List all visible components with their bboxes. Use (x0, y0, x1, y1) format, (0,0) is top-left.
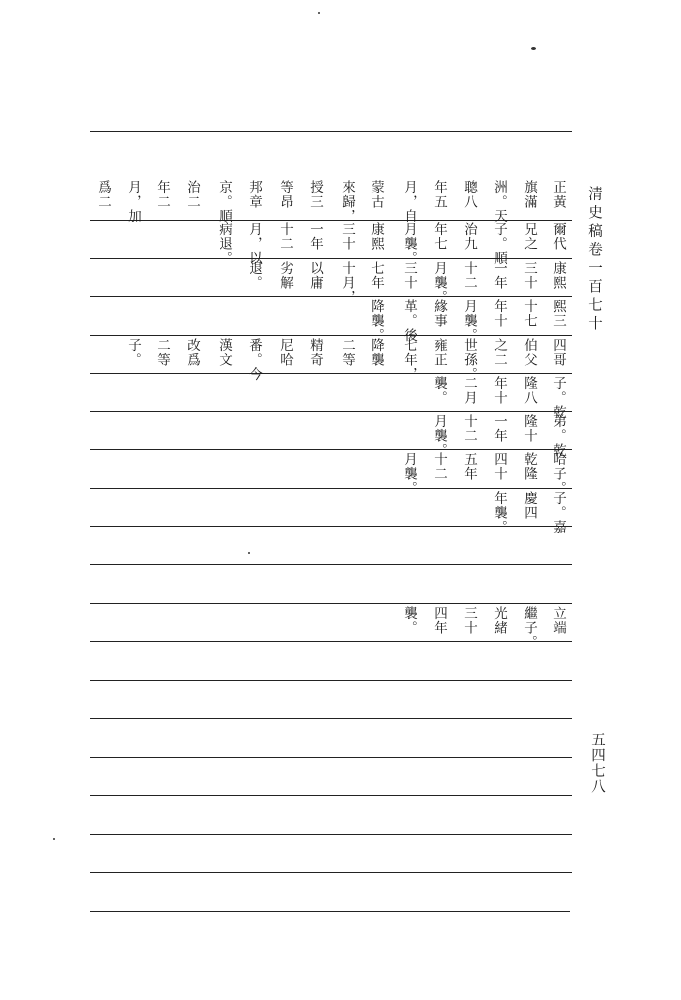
table-cell: 五年 (461, 452, 477, 481)
table-cell: 退。 (246, 261, 262, 290)
table-cell: 襲。 (431, 376, 447, 405)
table-cell: 四哥 (550, 338, 566, 367)
table-rule (90, 641, 572, 642)
table-cell: 子。 (125, 338, 141, 367)
table-cell: 慶四 (521, 491, 537, 520)
table-cell: 康熙 (368, 222, 384, 251)
table-rule (90, 488, 572, 489)
table-rule (90, 411, 572, 412)
table-cell: 革。後 (401, 299, 417, 343)
table-cell: 爾代 (550, 222, 566, 251)
table-cell: 康熙 (550, 261, 566, 290)
table-cell: 年十 (491, 376, 507, 405)
table-cell: 月，以 (246, 222, 262, 266)
scan-speck (318, 12, 320, 14)
table-cell: 三十 (401, 261, 417, 290)
table-cell: 十二 (461, 261, 477, 290)
table-rule (90, 834, 572, 835)
table-cell: 子。順 (491, 222, 507, 266)
table-rule (90, 680, 572, 681)
table-cell: 番。今 (246, 338, 262, 382)
table-rule (90, 335, 572, 336)
table-cell: 二等 (154, 338, 170, 367)
table-cell: 子。乾 (550, 376, 566, 420)
scan-speck (531, 47, 536, 50)
table-cell: 一年 (307, 222, 323, 251)
table-cell: 一年 (491, 261, 507, 290)
table-cell: 劣解 (277, 261, 293, 290)
table-cell: 四年 (431, 606, 447, 635)
table-cell: 月襲。 (401, 452, 417, 496)
table-cell: 來歸， (339, 180, 355, 224)
table-rule (90, 872, 572, 873)
table-cell: 尼哈 (277, 338, 293, 367)
page-number: 五四七八 (589, 732, 605, 794)
scan-speck (248, 552, 250, 554)
table-cell: 立端 (550, 606, 566, 635)
table-cell: 年襲。 (491, 491, 507, 535)
table-cell: 二月 (461, 376, 477, 405)
table-cell: 世孫。 (461, 338, 477, 382)
table-cell: 以庸 (307, 261, 323, 290)
table-cell: 十月， (339, 261, 355, 305)
table-cell: 年二 (154, 180, 170, 209)
table-cell: 緣事 (431, 299, 447, 328)
table-cell: 之二 (491, 338, 507, 367)
table-cell: 月襲。 (401, 222, 417, 266)
table-cell: 月襲。 (461, 299, 477, 343)
table-cell: 月，自 (401, 180, 417, 224)
table-cell: 年十 (491, 299, 507, 328)
table-cell: 四十 (491, 452, 507, 481)
scan-speck (53, 838, 55, 840)
table-cell: 年五 (431, 180, 447, 209)
table-rule-bottom (90, 911, 570, 912)
table-cell: 改爲 (184, 338, 200, 367)
table-cell: 乾隆 (521, 452, 537, 481)
table-cell: 京。順 (216, 180, 232, 224)
table-cell: 繼子。 (521, 606, 537, 650)
table-cell: 正黃 (550, 180, 566, 209)
table-rule (90, 564, 572, 565)
table-rule-top (90, 131, 572, 132)
table-cell: 三十 (339, 222, 355, 251)
table-cell: 月，加 (125, 180, 141, 224)
table-cell: 襲。 (401, 606, 417, 635)
table-cell: 降襲 (368, 338, 384, 367)
table-cell: 等昂 (277, 180, 293, 209)
table-cell: 治二 (184, 180, 200, 209)
table-cell: 兄之 (521, 222, 537, 251)
table-cell: 隆十 (521, 414, 537, 443)
table-rule (90, 718, 572, 719)
table-cell: 授三 (307, 180, 323, 209)
table-cell: 治九 (461, 222, 477, 251)
table-rule (90, 795, 572, 796)
table-cell: 聰八 (461, 180, 477, 209)
table-cell: 月襲。 (431, 261, 447, 305)
table-cell: 邦章 (246, 180, 262, 209)
table-cell: 熙三 (550, 299, 566, 328)
table-cell: 二等 (339, 338, 355, 367)
table-cell: 降襲。 (368, 299, 384, 343)
table-cell: 爲二 (95, 180, 111, 209)
table-cell: 伯父 (521, 338, 537, 367)
table-cell: 年七 (431, 222, 447, 251)
table-rule (90, 603, 572, 604)
table-cell: 漢文 (216, 338, 232, 367)
table-cell: 旗滿 (521, 180, 537, 209)
table-cell: 雍正 (431, 338, 447, 367)
table-cell: 精奇 (307, 338, 323, 367)
table-cell: 洲。天 (491, 180, 507, 224)
table-cell: 病退。 (216, 222, 232, 266)
table-cell: 十二 (461, 414, 477, 443)
table-cell: 一年 (491, 414, 507, 443)
table-cell: 光緒 (491, 606, 507, 635)
table-cell: 三十 (521, 261, 537, 290)
table-cell: 十二 (431, 452, 447, 481)
table-cell: 隆八 (521, 376, 537, 405)
table-cell: 蒙古 (368, 180, 384, 209)
table-cell: 三十 (461, 606, 477, 635)
table-cell: 月襲。 (431, 414, 447, 458)
table-rule (90, 296, 572, 297)
table-cell: 七年， (401, 338, 417, 382)
table-cell: 哈子。 (550, 452, 566, 496)
table-cell: 十二 (277, 222, 293, 251)
table-rule (90, 373, 572, 374)
table-cell: 弟。乾 (550, 414, 566, 458)
table-rule (90, 449, 572, 450)
table-rule (90, 757, 572, 758)
table-cell: 七年 (368, 261, 384, 290)
table-cell: 子。嘉 (550, 491, 566, 535)
table-cell: 十七 (521, 299, 537, 328)
page-header-title: 清史稿卷一百七十 (586, 186, 602, 334)
